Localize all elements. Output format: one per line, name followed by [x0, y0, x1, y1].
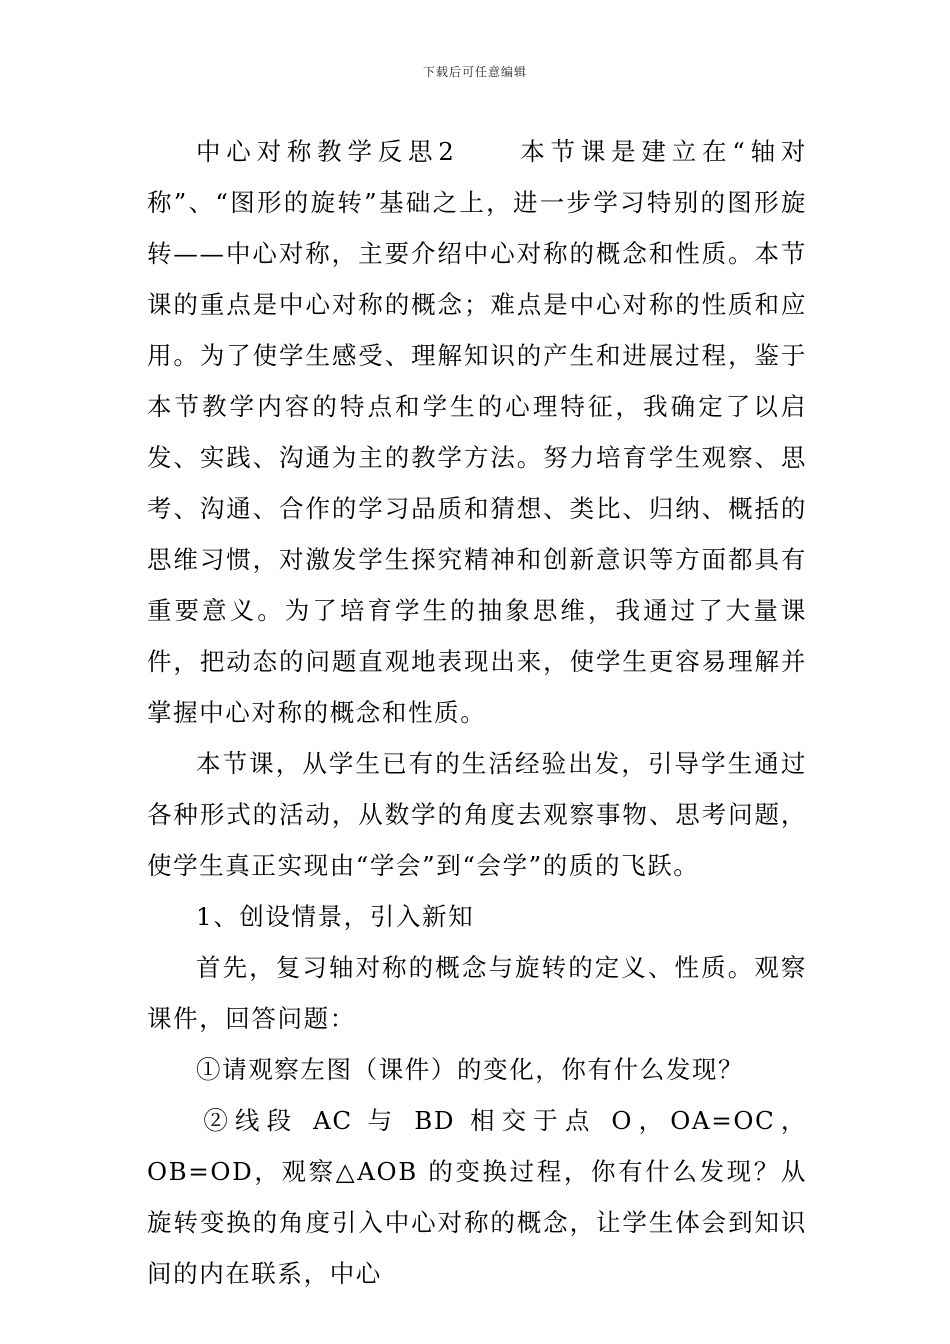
page-header: 下载后可任意编辑	[422, 65, 527, 79]
document-body	[147, 126, 807, 1299]
paragraph-approach: 本节课，从学生已有的生活经验出发，引导学生通过各种形式的活动，从数学的角度去观察事物、思考问题，使学生真正实现由“学会”到“会学”的质的飞跃。	[147, 749, 807, 880]
question-2: ②线段 AC 与 BD 相交于点 O，OA=OC，OB=OD，观察△AOB 的变换过程，你有什么发现？从旋转变换的角度引入中心对称的概念，让学生体会到知识间的内在联系，中心	[147, 1106, 807, 1288]
question-1: ①请观察左图（课件）的变化，你有什么发现？	[196, 1055, 745, 1084]
paragraph-review: 首先，复习轴对称的概念与旋转的定义、性质。观察课件，回答问题：	[147, 953, 807, 1033]
paragraph-intro: 中心对称教学反思2 本节课是建立在“轴对称”、“图形的旋转”基础之上，进一步学习特别的图形旋转——中心对称，主要介绍中心对称的概念和性质。本节课的重点是中心对称的概念；难点是中心对称的性质和应用。为了使学生感受、理解知识的产生和进展过程，鉴于本节教学内容的特点和学生的心理特征，我确定了以启发、实践、沟通为主的教学方法。努力培育学生观察、思考、沟通、合作的学习品质和猜想、类比、归纳、概括的思维习惯，对激发学生探究精神和创新意识等方面都具有重要意义。为了培育学生的抽象思维，我通过了大量课件，把动态的问题直观地表现出来，使学生更容易理解并掌握中心对称的概念和性质。	[147, 137, 807, 727]
section-heading-1: 1、创设情景，引入新知	[196, 902, 475, 931]
